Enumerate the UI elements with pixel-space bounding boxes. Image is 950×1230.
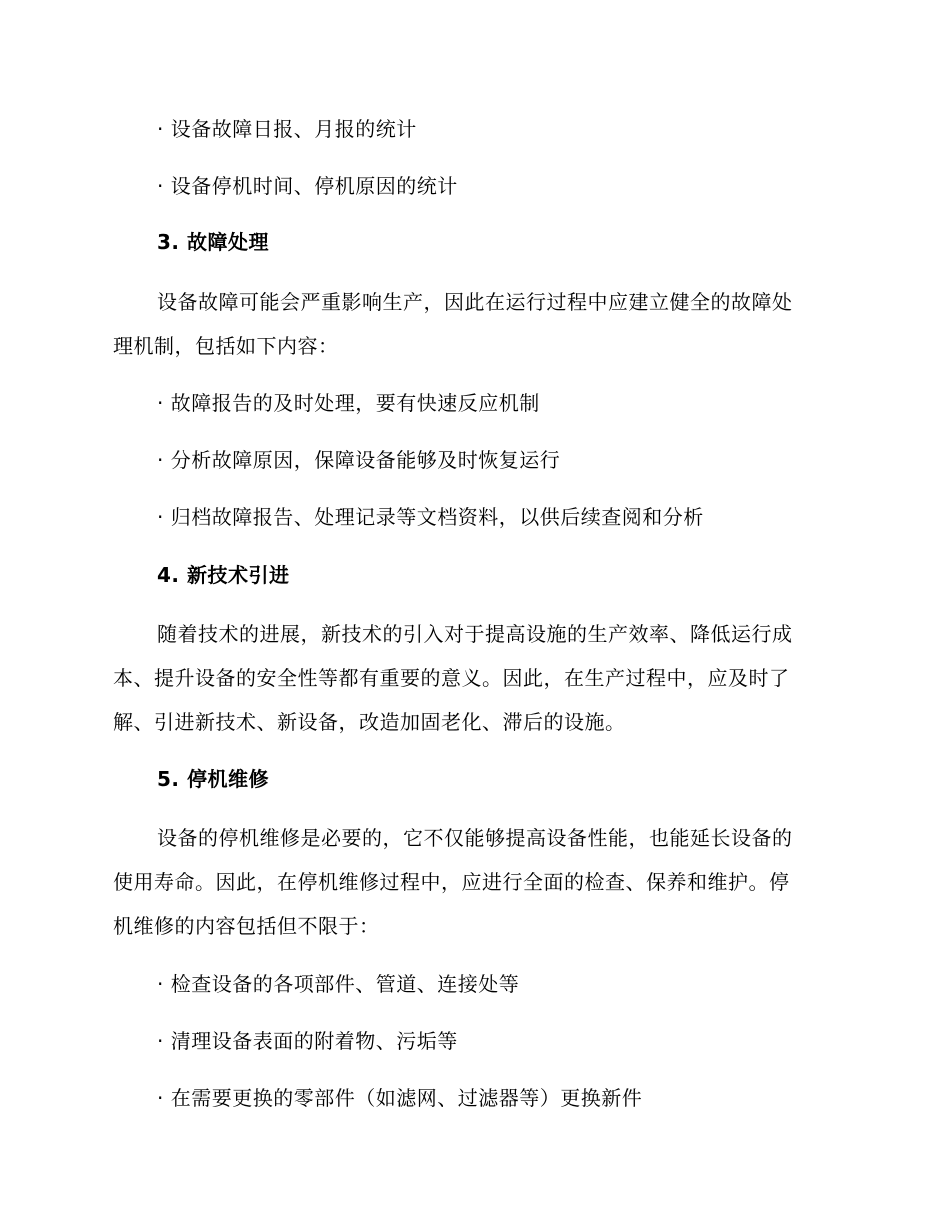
para-shutdown-line2: 使用寿命。因此，在停机维修过程中，应进行全面的检查、保养和维护。停 (113, 870, 790, 894)
para-fault-handling-line1: 设备故障可能会严重影响生产，因此在运行过程中应建立健全的故障处 (157, 290, 793, 314)
para-new-tech-line1: 随着技术的进展，新技术的引入对于提高设施的生产效率、降低运行成 (157, 622, 793, 646)
bullet-analyze-cause: · 分析故障原因，保障设备能够及时恢复运行 (157, 448, 561, 472)
bullet-downtime-stats: · 设备停机时间、停机原因的统计 (157, 174, 458, 198)
bullet-daily-monthly-stats: · 设备故障日报、月报的统计 (157, 117, 417, 141)
bullet-timely-handling: · 故障报告的及时处理，要有快速反应机制 (157, 391, 540, 415)
bullet-clean-surface: · 清理设备表面的附着物、污垢等 (157, 1029, 458, 1053)
bullet-replace-parts: · 在需要更换的零部件（如滤网、过滤器等）更换新件 (157, 1086, 643, 1110)
bullet-check-parts: · 检查设备的各项部件、管道、连接处等 (157, 972, 520, 996)
para-shutdown-line3: 机维修的内容包括但不限于： (113, 914, 380, 938)
para-new-tech-line3: 解、引进新技术、新设备，改造加固老化、滞后的设施。 (113, 710, 626, 734)
para-new-tech-line2: 本、提升设备的安全性等都有重要的意义。因此，在生产过程中，应及时了 (113, 666, 790, 690)
para-fault-handling-line2: 理机制，包括如下内容： (113, 334, 339, 358)
heading-shutdown-maintenance: 5. 停机维修 (157, 767, 269, 791)
heading-new-tech: 4. 新技术引进 (157, 563, 290, 587)
heading-fault-handling: 3. 故障处理 (157, 230, 269, 254)
para-shutdown-line1: 设备的停机维修是必要的，它不仅能够提高设备性能，也能延长设备的 (157, 826, 793, 850)
bullet-archive-reports: · 归档故障报告、处理记录等文档资料，以供后续查阅和分析 (157, 505, 704, 529)
